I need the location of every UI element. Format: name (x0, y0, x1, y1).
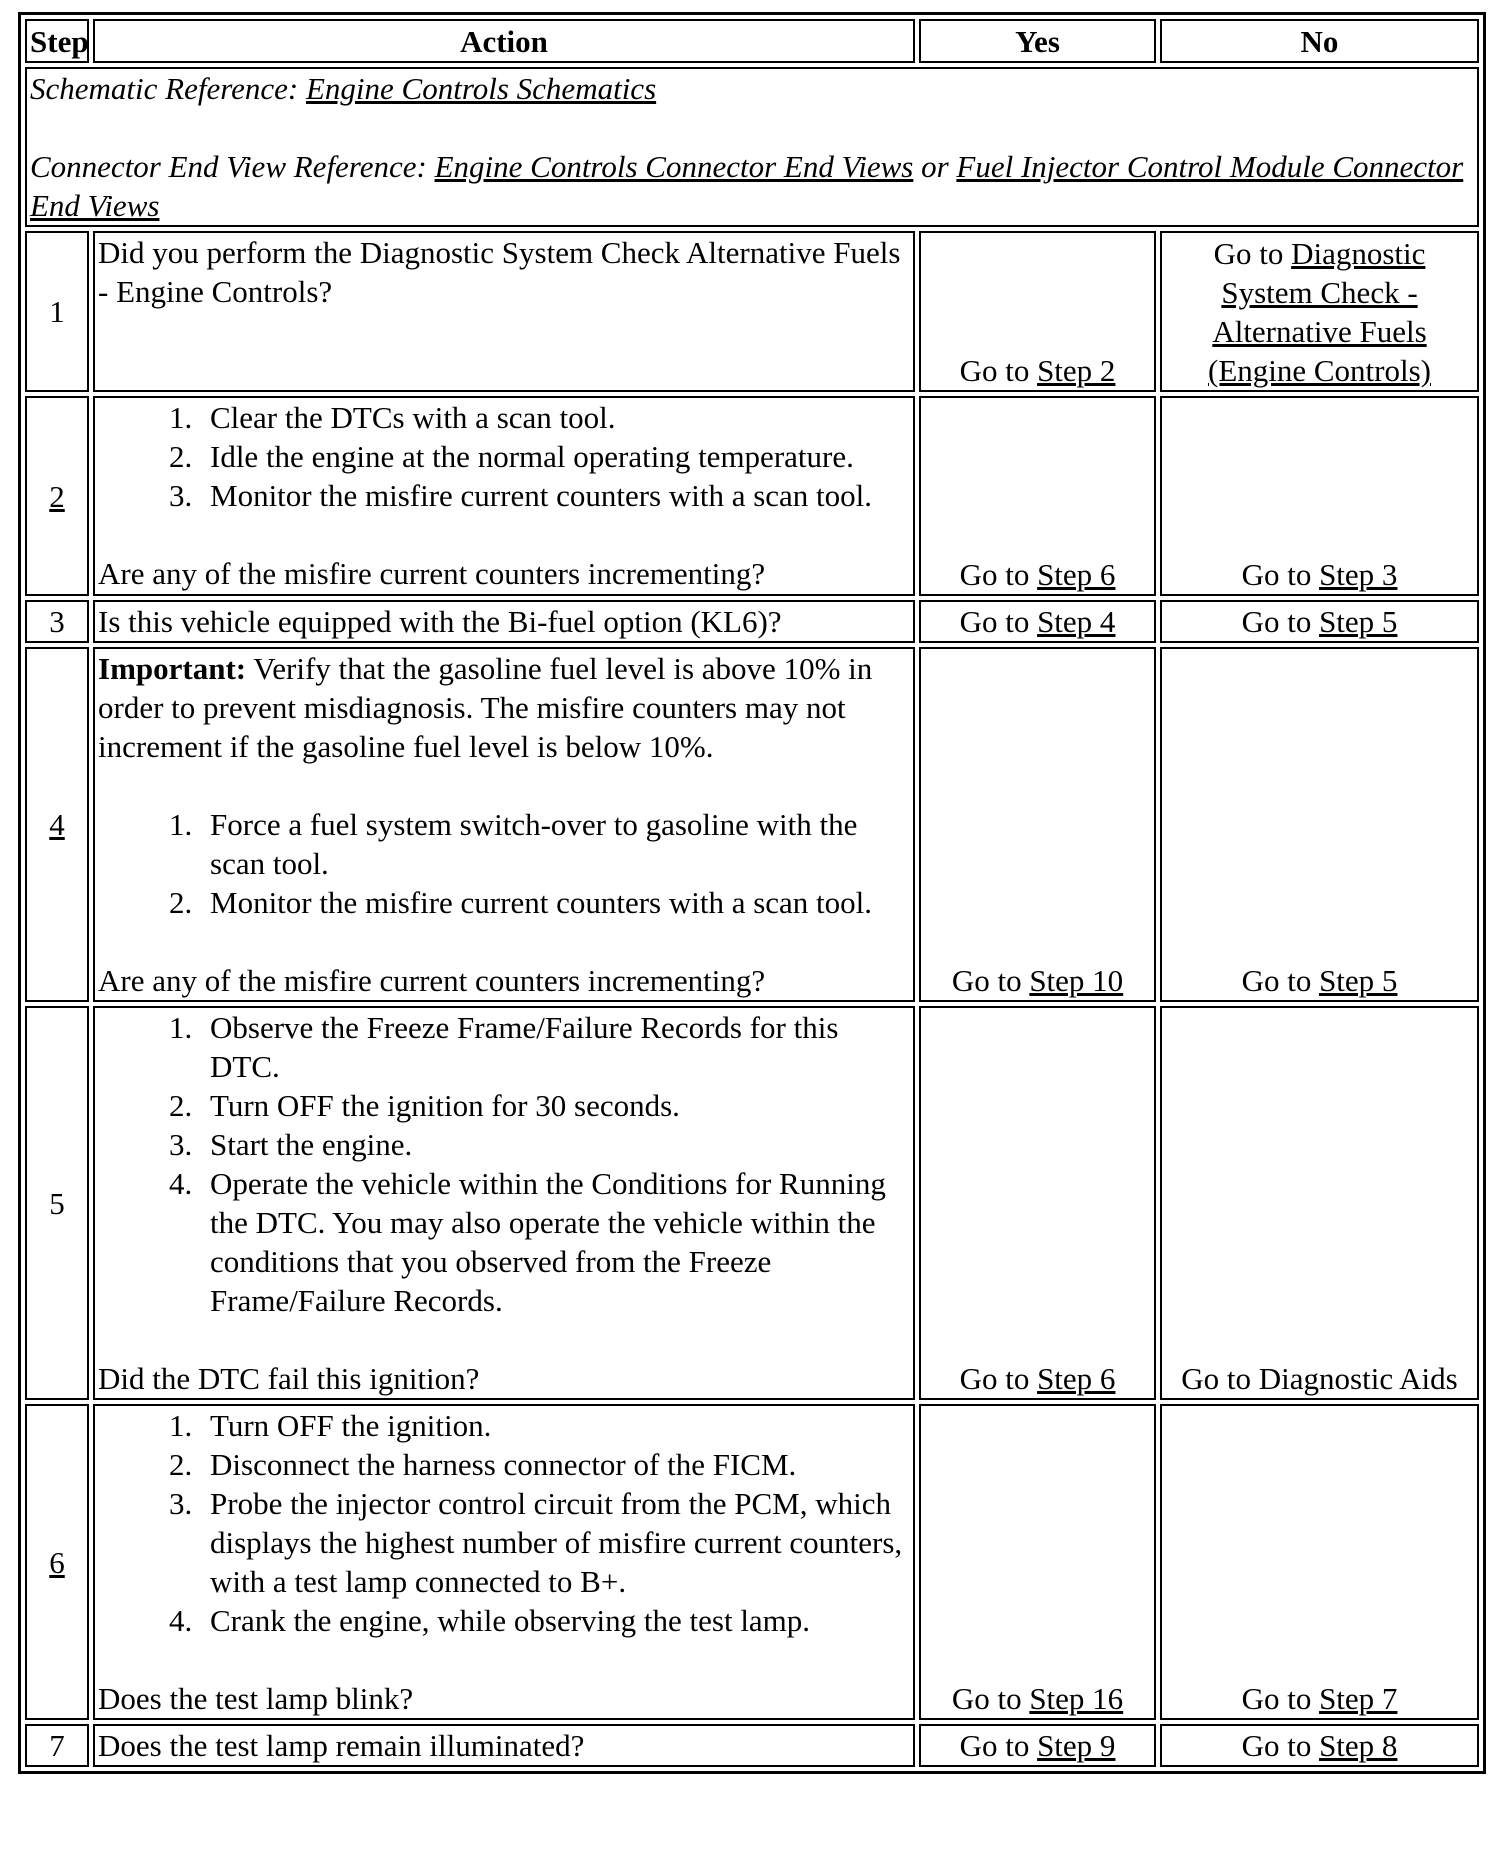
yes-step-link[interactable]: Step 2 (1037, 353, 1116, 388)
reference-row (25, 67, 1479, 227)
yes-prefix: Go to (959, 604, 1038, 639)
yes-step-link[interactable]: Step 6 (1037, 1361, 1116, 1396)
action-steps-list (98, 805, 910, 922)
schematic-reference-label: Schematic Reference: (30, 71, 306, 106)
header-step: Step (25, 19, 89, 63)
no-cell (1160, 1006, 1479, 1400)
yes-cell (919, 1404, 1156, 1720)
step-number-link[interactable] (25, 396, 89, 596)
table-row (25, 396, 1479, 596)
step-number-link[interactable] (25, 647, 89, 1002)
no-cell (1160, 231, 1479, 392)
list-item: 1. Observe the Freeze Frame/Failure Records for this DTC. (200, 1008, 910, 1086)
table-row (25, 1724, 1479, 1767)
list-item: 4. Operate the vehicle within the Conditions for Running the DTC. You may also operate the vehicle within the conditions that you observed from the Freeze Frame/Failure Records. (200, 1164, 910, 1320)
list-item: 2. Monitor the misfire current counters with a scan tool. (200, 883, 910, 922)
connector-reference-label: Connector End View Reference: (30, 149, 435, 184)
header-action: Action (93, 19, 915, 63)
list-item: 2. Idle the engine at the normal operating temperature. (200, 437, 910, 476)
action-question: Did the DTC fail this ignition? (98, 1361, 480, 1396)
table-row (25, 600, 1479, 643)
action-question: Does the test lamp remain illuminated? (98, 1728, 585, 1763)
schematic-reference-link[interactable]: Engine Controls Schematics (305, 71, 657, 106)
action-cell (93, 396, 915, 596)
step-number: 5 (25, 1006, 89, 1400)
yes-step-link[interactable]: Step 16 (1029, 1681, 1124, 1716)
yes-cell (919, 1724, 1156, 1767)
action-steps-list (98, 1008, 910, 1320)
list-item: 4. Crank the engine, while observing the test lamp. (200, 1601, 910, 1640)
reference-cell (25, 67, 1479, 227)
action-steps-list (98, 398, 910, 515)
important-text: Verify that the gasoline fuel level is above 10% in order to prevent misdiagnosis. The misfire counters may not increment if the gasoline fuel level is below 10%. (98, 651, 873, 764)
diagnostic-table (18, 12, 1486, 1774)
no-prefix: Go to (1241, 1728, 1320, 1763)
action-cell (93, 600, 915, 643)
step-number: 1 (25, 231, 89, 392)
no-prefix: Go to (1241, 604, 1320, 639)
action-cell (93, 1404, 915, 1720)
step-number-link[interactable] (25, 1404, 89, 1720)
yes-cell (919, 396, 1156, 596)
no-prefix: Go to (1213, 236, 1292, 271)
action-cell (93, 647, 915, 1002)
action-question: Did you perform the Diagnostic System Check Alternative Fuels - Engine Controls? (98, 235, 901, 309)
yes-cell (919, 1006, 1156, 1400)
yes-step-link[interactable]: Step 6 (1037, 557, 1116, 592)
action-question: Are any of the misfire current counters incrementing? (98, 556, 766, 591)
connector-or-text: or (913, 149, 957, 184)
yes-cell (919, 600, 1156, 643)
list-item: 1. Force a fuel system switch-over to gasoline with the scan tool. (200, 805, 910, 883)
no-prefix: Go to (1241, 963, 1320, 998)
yes-step-link[interactable]: Step 4 (1037, 604, 1116, 639)
action-cell (93, 1724, 915, 1767)
yes-step-link[interactable]: Step 9 (1037, 1728, 1116, 1763)
step-number[interactable]: 6 (49, 1544, 65, 1580)
yes-prefix: Go to (951, 1681, 1030, 1716)
yes-prefix: Go to (951, 963, 1030, 998)
no-prefix: Go to (1241, 1681, 1320, 1716)
action-cell (93, 1006, 915, 1400)
important-label: Important: (98, 651, 247, 686)
header-no: No (1160, 19, 1479, 63)
action-question: Is this vehicle equipped with the Bi-fuel option (KL6)? (98, 604, 782, 639)
no-cell (1160, 600, 1479, 643)
action-question: Does the test lamp blink? (98, 1681, 414, 1716)
important-note (98, 649, 910, 766)
yes-prefix: Go to (959, 1361, 1038, 1396)
list-item: 3. Start the engine. (200, 1125, 910, 1164)
yes-cell (919, 231, 1156, 392)
yes-prefix: Go to (959, 353, 1038, 388)
table-row (25, 231, 1479, 392)
diagnostic-system-check-link[interactable]: Diagnostic System Check - Alternative Fuels (Engine Controls) (1208, 236, 1431, 388)
action-cell (93, 231, 915, 392)
yes-cell (919, 647, 1156, 1002)
list-item: 1. Clear the DTCs with a scan tool. (200, 398, 910, 437)
list-item: 1. Turn OFF the ignition. (200, 1406, 910, 1445)
step-number[interactable]: 4 (49, 807, 65, 842)
no-prefix: Go to (1241, 557, 1320, 592)
no-step-link[interactable]: Step 5 (1319, 963, 1398, 998)
step-number: 7 (25, 1724, 89, 1767)
yes-prefix: Go to (959, 557, 1038, 592)
no-diagnostic-aids-text: Go to Diagnostic Aids (1181, 1361, 1458, 1396)
no-cell (1160, 1724, 1479, 1767)
action-steps-list (98, 1406, 910, 1640)
list-item: 2. Disconnect the harness connector of the FICM. (200, 1445, 910, 1484)
diagnostic-table-container (18, 12, 1484, 1774)
no-cell (1160, 396, 1479, 596)
no-step-link[interactable]: Step 3 (1319, 557, 1398, 592)
table-row (25, 1006, 1479, 1400)
no-cell (1160, 647, 1479, 1002)
header-row (25, 19, 1479, 63)
list-item: 2. Turn OFF the ignition for 30 seconds. (200, 1086, 910, 1125)
yes-step-link[interactable]: Step 10 (1029, 963, 1124, 998)
step-number[interactable]: 2 (49, 478, 65, 514)
action-question: Are any of the misfire current counters incrementing? (98, 963, 766, 998)
header-yes: Yes (919, 19, 1156, 63)
table-row (25, 1404, 1479, 1720)
no-step-link[interactable]: Step 7 (1319, 1681, 1398, 1716)
ficm-connector-end-views-link[interactable]: Fuel Injector Control Module Connector End Views (30, 149, 1464, 223)
no-step-link[interactable]: Step 5 (1319, 604, 1398, 639)
list-item: 3. Monitor the misfire current counters with a scan tool. (200, 476, 910, 515)
table-row (25, 647, 1479, 1002)
step-number: 3 (25, 600, 89, 643)
no-cell (1160, 1404, 1479, 1720)
connector-end-views-link[interactable]: Engine Controls Connector End Views (434, 149, 914, 184)
yes-prefix: Go to (959, 1728, 1038, 1763)
no-step-link[interactable]: Step 8 (1319, 1728, 1398, 1763)
list-item: 3. Probe the injector control circuit from the PCM, which displays the highest number of misfire current counters, with a test lamp connected to B+. (200, 1484, 910, 1601)
